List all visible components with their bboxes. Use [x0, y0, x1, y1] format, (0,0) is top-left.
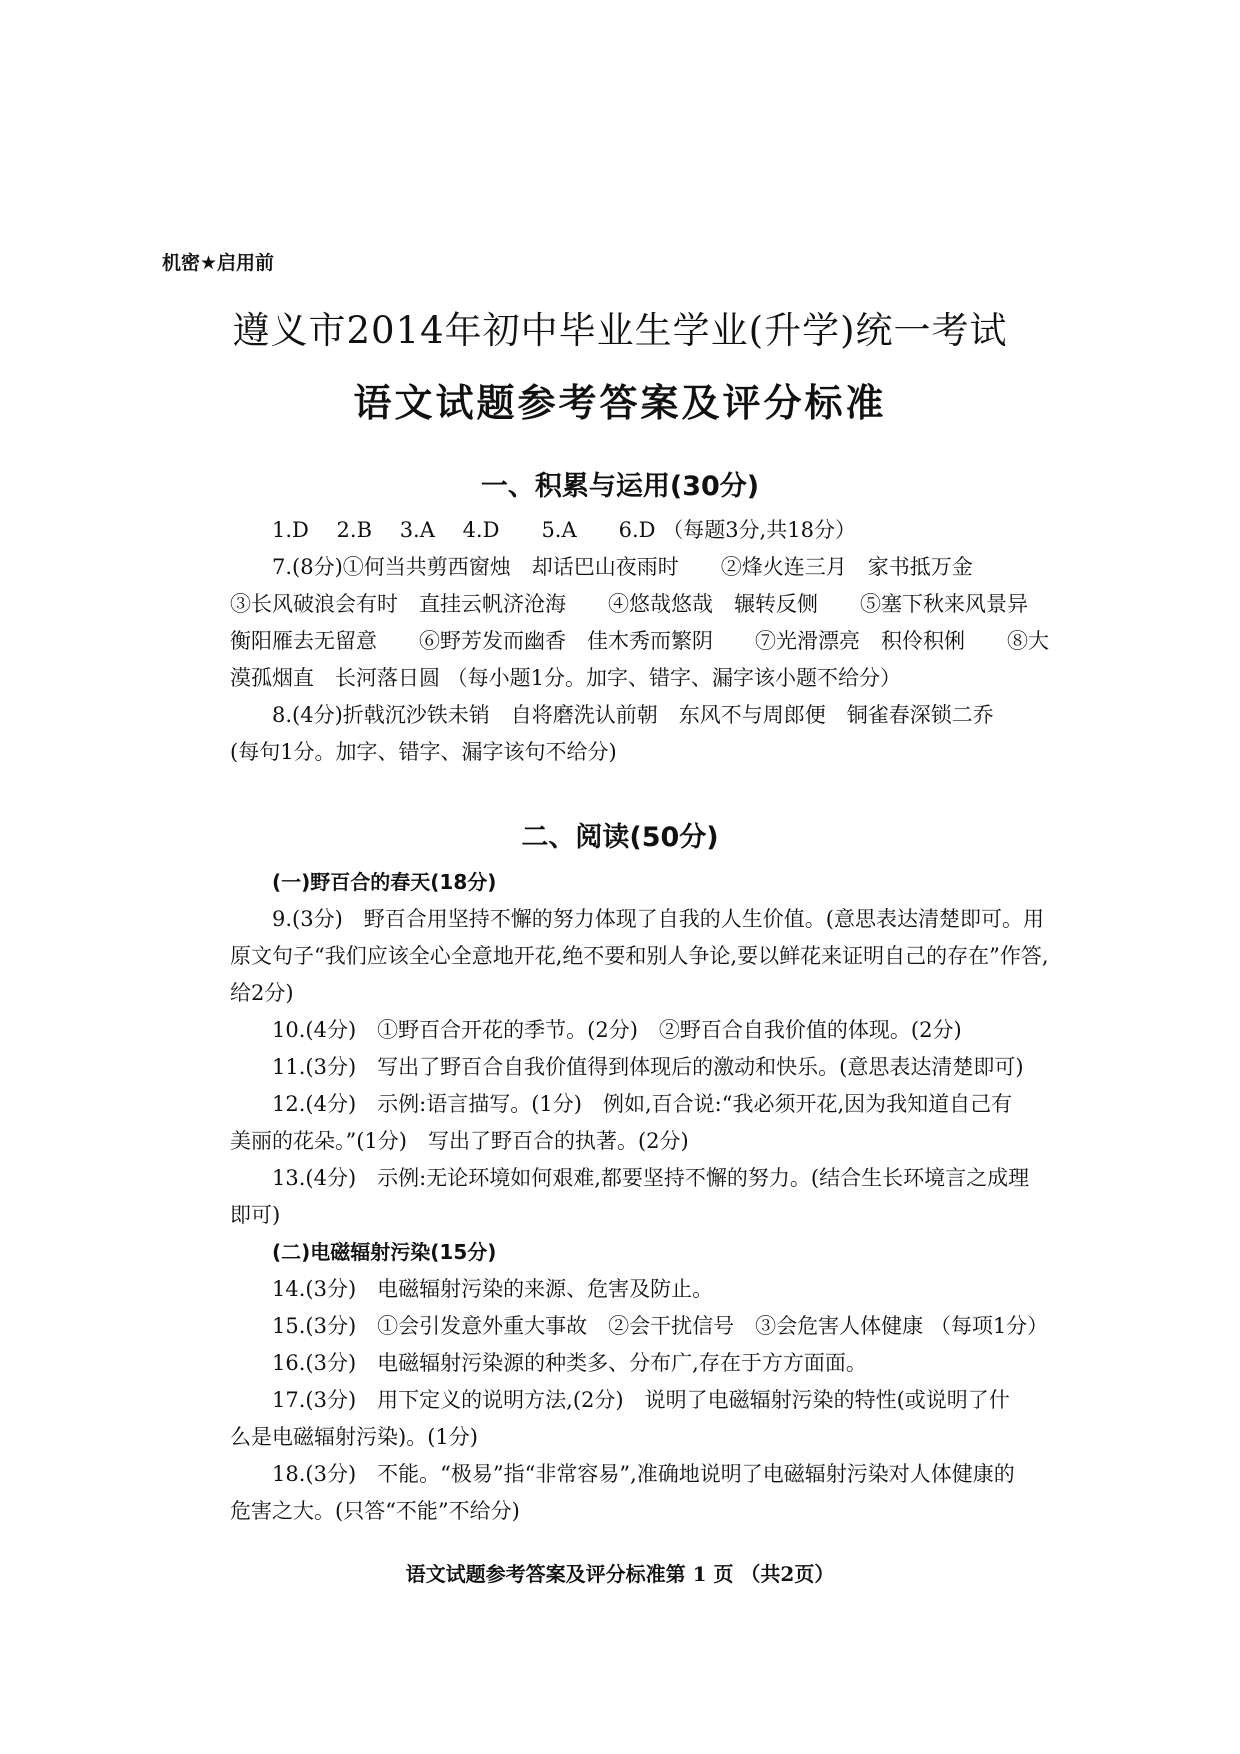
answer-line: 8.(4分)折戟沉沙铁未销 自将磨洗认前朝 东风不与周郎便 铜雀春深锁二乔 [272, 703, 994, 727]
answer-line: 14.(3分) 电磁辐射污染的来源、危害及防止。 [272, 1277, 714, 1301]
answer-line: 漠孤烟直 长河落日圆 （每小题1分。加字、错字、漏字该小题不给分） [230, 666, 902, 690]
answer-line: 么是电磁辐射污染)。(1分) [230, 1425, 478, 1449]
answer-line: 7.(8分)①何当共剪西窗烛 却话巴山夜雨时 ②烽火连三月 家书抵万金 [272, 555, 973, 579]
answer-line: 13.(4分) 示例:无论环境如何艰难,都要坚持不懈的努力。(结合生长环境言之成理 [272, 1166, 1030, 1190]
answer-line: 即可) [230, 1203, 281, 1227]
answer-line: 15.(3分) ①会引发意外重大事故 ②会干扰信号 ③会危害人体健康 （每项1分） [272, 1314, 1049, 1338]
answer-line: 9.(3分) 野百合用坚持不懈的努力体现了自我的人生价值。(意思表达清楚即可。用 [272, 907, 1044, 931]
answer-line: (每句1分。加字、错字、漏字该句不给分) [230, 740, 617, 764]
page-footer: 语文试题参考答案及评分标准第 1 页 （共2页） [405, 1562, 835, 1586]
answer-line: 12.(4分) 示例:语言描写。(1分) 例如,百合说:“我必须开花,因为我知道自己有 [272, 1092, 1013, 1116]
answer-line: 美丽的花朵。”(1分) 写出了野百合的执著。(2分) [230, 1129, 689, 1153]
answer-line: 16.(3分) 电磁辐射污染源的种类多、分布广,存在于方方面面。 [272, 1351, 867, 1375]
confidential-mark: 机密★启用前 [162, 252, 275, 274]
answer-line: 17.(3分) 用下定义的说明方法,(2分) 说明了电磁辐射污染的特性(或说明了什 [272, 1388, 1010, 1412]
answer-line: 18.(3分) 不能。“极易”指“非常容易”,准确地说明了电磁辐射污染对人体健康的 [272, 1462, 1015, 1486]
answer-line: ③长风破浪会有时 直挂云帆济沧海 ④悠哉悠哉 辗转反侧 ⑤塞下秋来风景异 [230, 592, 1028, 616]
answer-line: 危害之大。(只答“不能”不给分) [230, 1499, 520, 1523]
answer-line: 衡阳雁去无留意 ⑥野芳发而幽香 佳木秀而繁阴 ⑦光滑漂亮 积伶积俐 ⑧大 [230, 629, 1049, 653]
document-title: 语文试题参考答案及评分标准 [353, 381, 887, 425]
answer-line: 11.(3分) 写出了野百合自我价值得到体现后的激动和快乐。(意思表达清楚即可) [272, 1055, 1024, 1079]
section-heading-reading: 二、阅读(50分) [521, 822, 719, 853]
answer-line: 原文句子“我们应该全心全意地开花,绝不要和别人争论,要以鲜花来证明自己的存在”作答, [230, 944, 1049, 968]
answer-line: 给2分) [230, 981, 294, 1005]
exam-title: 遵义市2014年初中毕业生学业(升学)统一考试 [232, 309, 1008, 352]
reading-part-title: (二)电磁辐射污染(15分) [272, 1240, 497, 1264]
answer-line: 1.D 2.B 3.A 4.D 5.A 6.D （每题3分,共18分） [272, 518, 856, 542]
section-heading-accumulation: 一、积累与运用(30分) [480, 471, 760, 502]
answer-line: 10.(4分) ①野百合开花的季节。(2分) ②野百合自我价值的体现。(2分) [272, 1018, 962, 1042]
reading-part-title: (一)野百合的春天(18分) [272, 870, 497, 894]
